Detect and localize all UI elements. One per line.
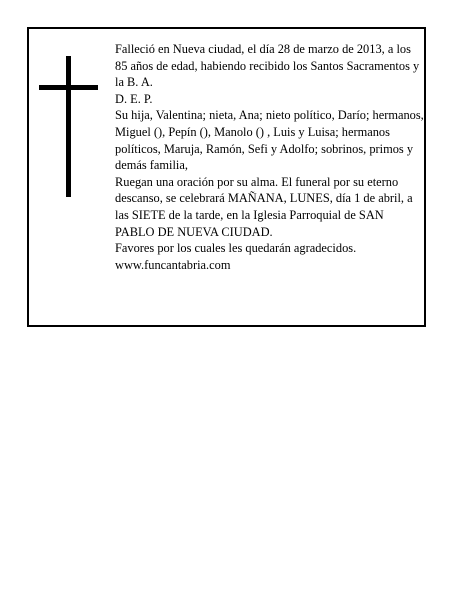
website-text: www.funcantabria.com	[115, 257, 231, 272]
cross-horizontal-bar	[39, 85, 98, 90]
death-announcement: Falleció en Nueva ciudad, el día 28 de marzo de 2013, a los 85 años de edad, habiendo recibido los Santos Sacramentos y la B. A.	[115, 42, 420, 90]
rest-in-peace: D. E. P.	[115, 91, 153, 106]
family-list: Su hija, Valentina; nieta, Ana; nieto político, Darío; hermanos, Miguel (), Pepín (), Manolo () , Luis y Luisa; hermanos políticos, Maruja, Ramón, Sefi y Adolfo; sobrinos, primos y demás familia,	[115, 108, 424, 173]
cross-vertical-bar	[66, 56, 71, 197]
funeral-details: Ruegan una oración por su alma. El funeral por su eterno descanso, se celebrará MAÑANA, LUNES, día 1 de abril, a las SIETE de la tarde, en la Iglesia Parroquial de SAN PABLO DE NUEVA CIUDAD.	[115, 174, 413, 239]
obituary-text	[115, 41, 425, 273]
obituary-notice	[27, 27, 426, 327]
thanks-line: Favores por los cuales les quedarán agradecidos.	[115, 241, 357, 256]
